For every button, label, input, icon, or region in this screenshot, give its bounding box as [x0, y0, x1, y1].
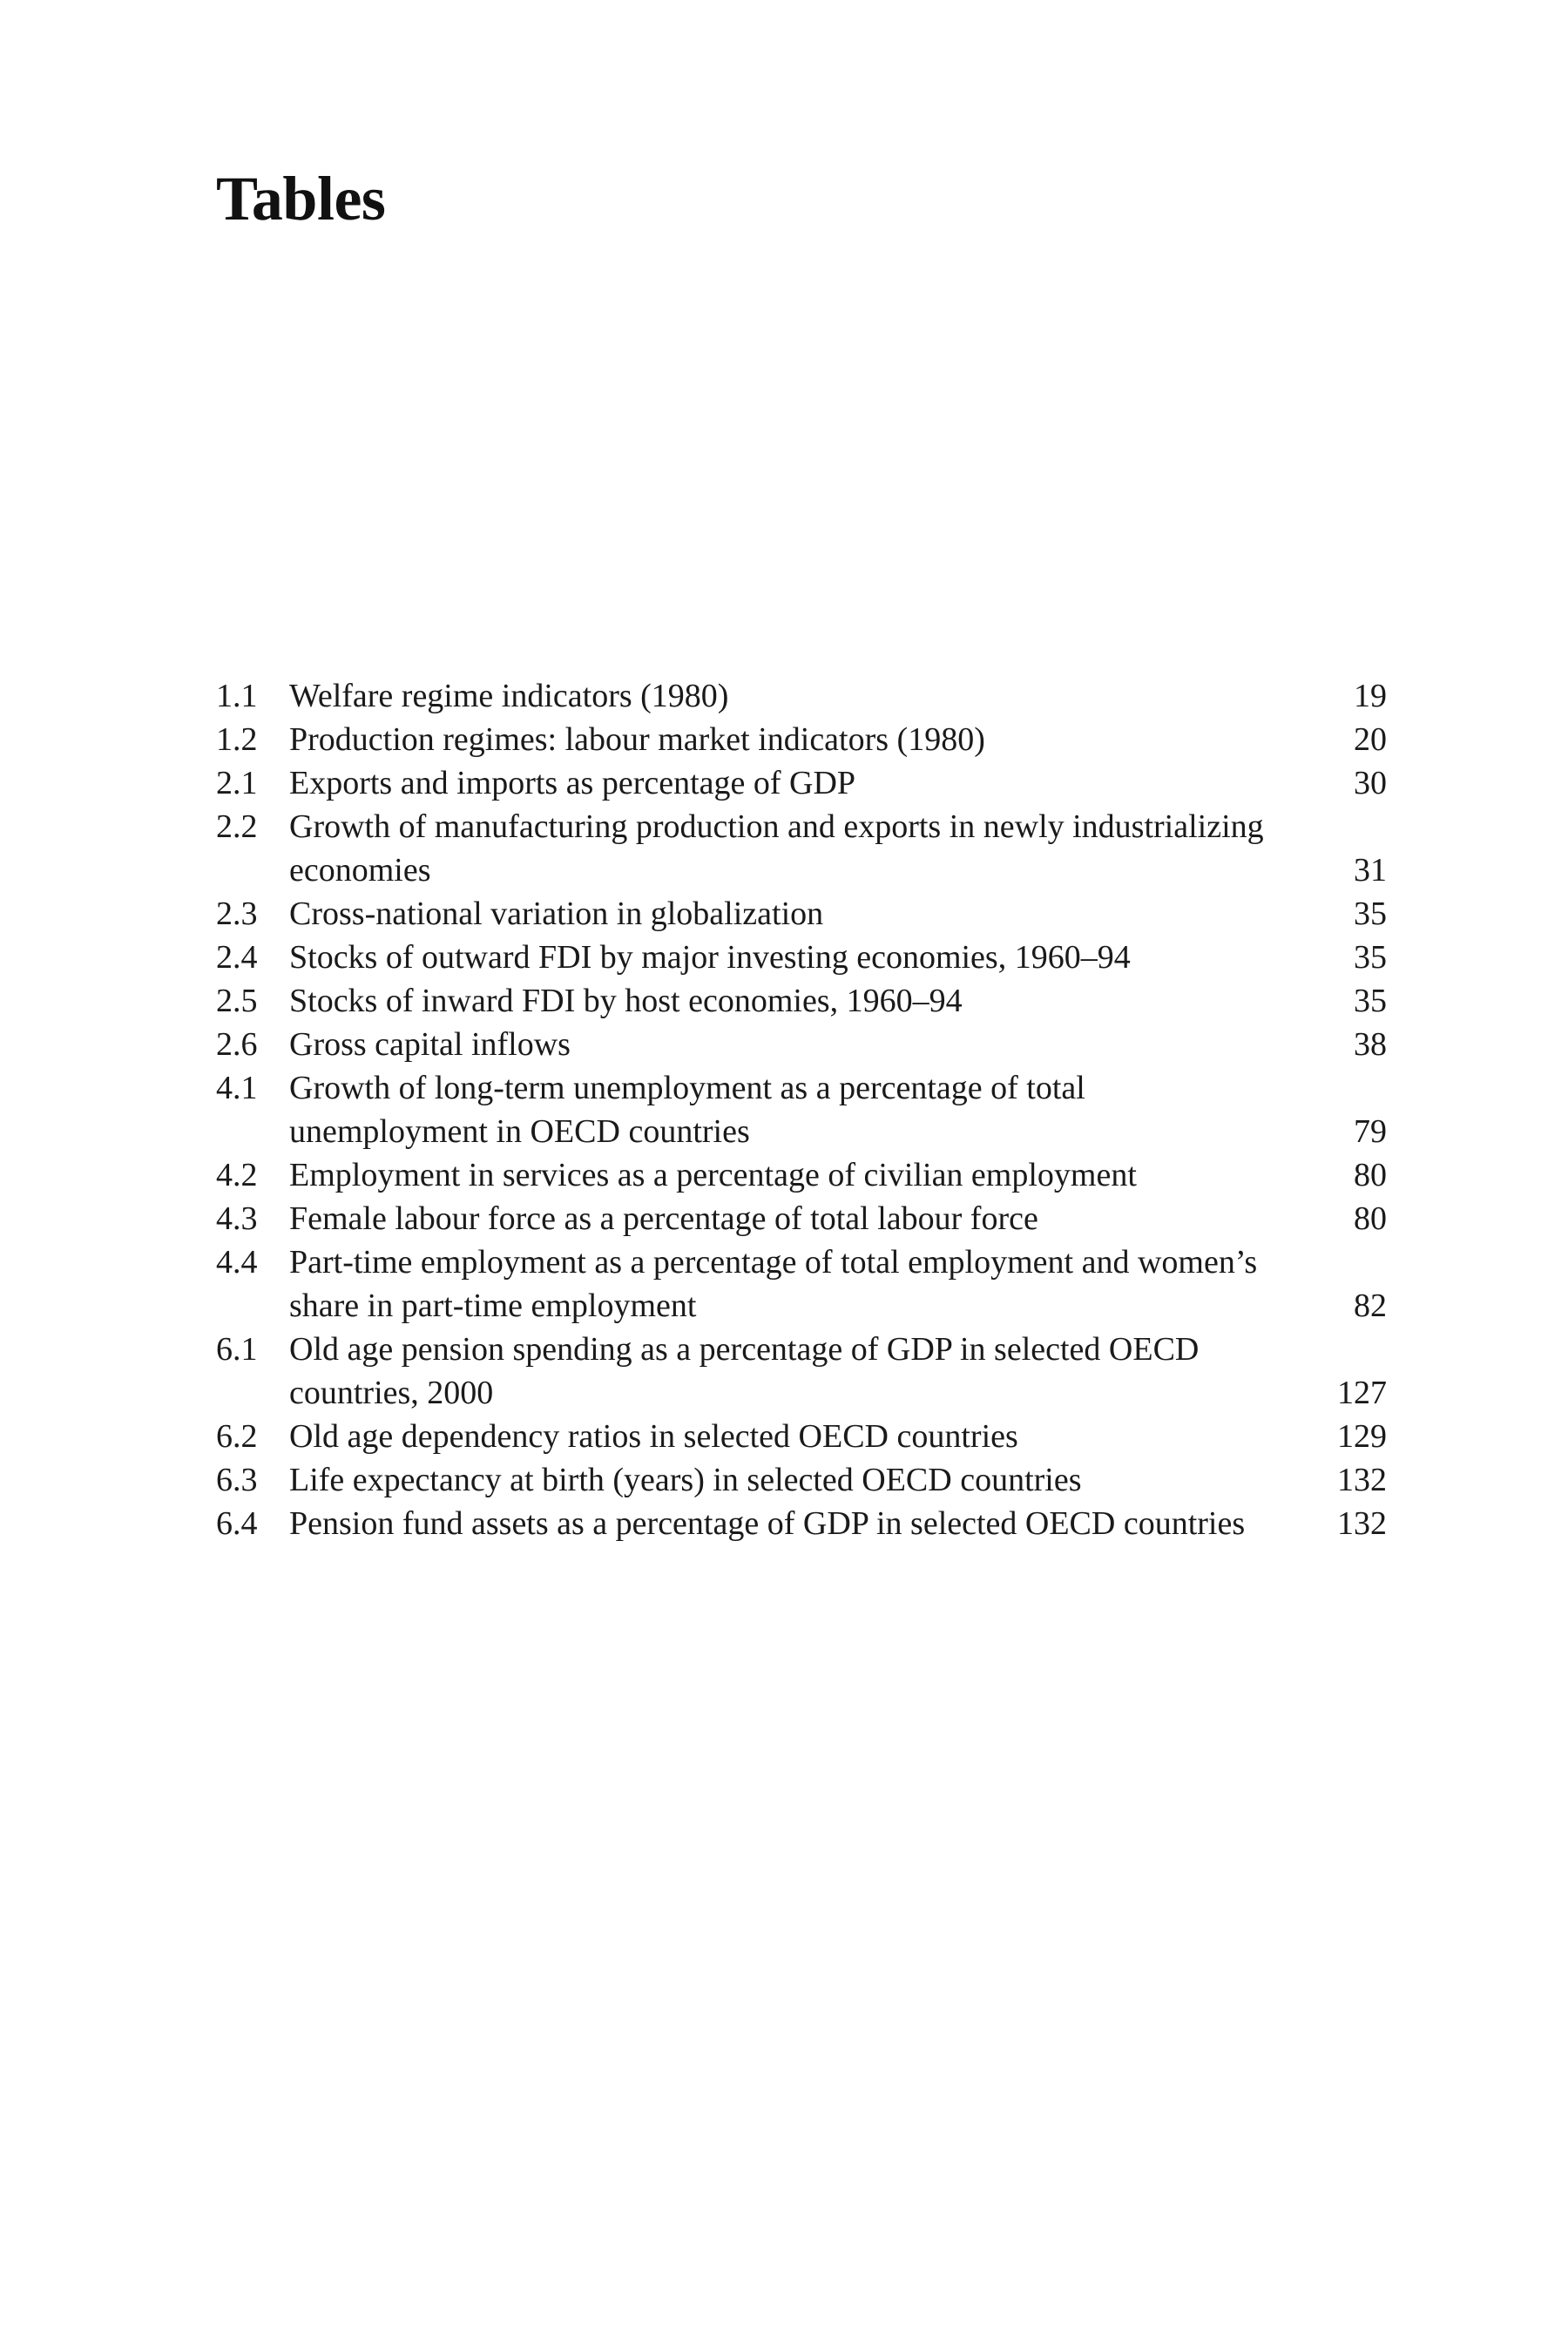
list-item[interactable]: [216, 1458, 1387, 1502]
table-title: Growth of long-term unemployment as a percentage of total unemployment in OECD countries: [289, 1070, 1085, 1150]
table-number: 4.1: [216, 1070, 258, 1106]
table-number: 2.4: [216, 939, 258, 976]
table-title: Stocks of inward FDI by host economies, 1960–94: [289, 983, 963, 1019]
list-of-tables: [216, 674, 1387, 1545]
table-number: 2.2: [216, 808, 258, 845]
list-item[interactable]: [216, 674, 1387, 718]
table-title: Employment in services as a percentage of civilian employment: [289, 1157, 1137, 1193]
table-number: 6.4: [216, 1505, 258, 1542]
page-number: 31: [1354, 852, 1387, 889]
list-item[interactable]: [216, 1415, 1387, 1458]
list-item[interactable]: [216, 718, 1387, 761]
table-title: Pension fund assets as a percentage of GDP in selected OECD countries: [289, 1505, 1246, 1542]
page-number: 35: [1354, 939, 1387, 976]
table-number: 6.3: [216, 1462, 258, 1498]
table-number: 4.3: [216, 1200, 258, 1237]
table-title: Female labour force as a percentage of total labour force: [289, 1200, 1038, 1237]
list-item[interactable]: [216, 761, 1387, 805]
table-number: 1.2: [216, 721, 258, 758]
table-title: Cross-national variation in globalization: [289, 896, 824, 932]
list-item[interactable]: [216, 979, 1387, 1023]
table-number: 4.4: [216, 1244, 258, 1281]
table-title: Growth of manufacturing production and exports in newly industrializing economies: [289, 808, 1264, 889]
list-item[interactable]: [216, 1066, 1387, 1153]
table-title: Exports and imports as percentage of GDP: [289, 765, 856, 801]
page-title: Tables: [216, 164, 386, 233]
page-number: 132: [1337, 1462, 1387, 1498]
table-number: 2.3: [216, 896, 258, 932]
table-number: 4.2: [216, 1157, 258, 1193]
page-number: 80: [1354, 1200, 1387, 1237]
table-title: Production regimes: labour market indicators (1980): [289, 721, 985, 758]
page-number: 127: [1337, 1375, 1387, 1411]
table-number: 6.1: [216, 1331, 258, 1368]
list-item[interactable]: [216, 1240, 1387, 1328]
table-title: Welfare regime indicators (1980): [289, 678, 729, 714]
page-number: 80: [1354, 1157, 1387, 1193]
page-number: 35: [1354, 896, 1387, 932]
table-number: 2.1: [216, 765, 258, 801]
list-item[interactable]: [216, 1023, 1387, 1066]
list-item[interactable]: [216, 936, 1387, 979]
table-number: 2.6: [216, 1026, 258, 1063]
table-title: Stocks of outward FDI by major investing economies, 1960–94: [289, 939, 1131, 976]
list-item[interactable]: [216, 1502, 1387, 1545]
table-number: 6.2: [216, 1418, 258, 1455]
page-number: 82: [1354, 1288, 1387, 1324]
list-item[interactable]: [216, 892, 1387, 936]
table-number: 1.1: [216, 678, 258, 714]
list-item[interactable]: [216, 805, 1387, 892]
page-number: 132: [1337, 1505, 1387, 1542]
table-title: Part-time employment as a percentage of total employment and women’s share in part-time employment: [289, 1244, 1258, 1324]
page-number: 38: [1354, 1026, 1387, 1063]
page-number: 79: [1354, 1113, 1387, 1150]
list-item[interactable]: [216, 1153, 1387, 1197]
table-number: 2.5: [216, 983, 258, 1019]
table-title: Gross capital inflows: [289, 1026, 571, 1063]
list-item[interactable]: [216, 1197, 1387, 1240]
page-number: 30: [1354, 765, 1387, 801]
page-number: 129: [1337, 1418, 1387, 1455]
page-number: 35: [1354, 983, 1387, 1019]
table-title: Old age pension spending as a percentage of GDP in selected OECD countries, 2000: [289, 1331, 1200, 1411]
page-number: 20: [1354, 721, 1387, 758]
table-title: Old age dependency ratios in selected OECD countries: [289, 1418, 1018, 1455]
page-number: 19: [1354, 678, 1387, 714]
table-title: Life expectancy at birth (years) in selected OECD countries: [289, 1462, 1082, 1498]
list-item[interactable]: [216, 1328, 1387, 1415]
